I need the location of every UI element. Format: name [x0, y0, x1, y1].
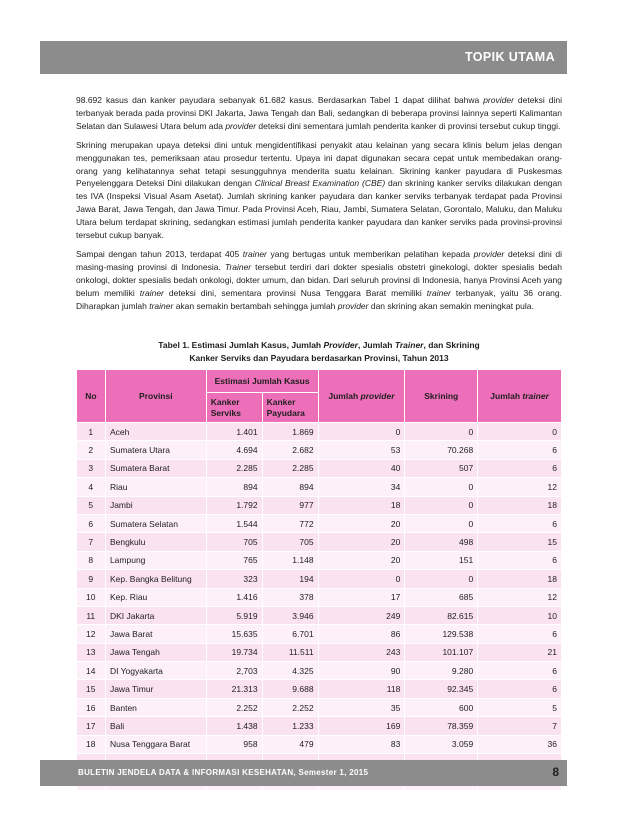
cell-provider: 118	[318, 680, 405, 698]
cell-skrining: 129.538	[405, 625, 478, 643]
cell-provinsi: Riau	[105, 478, 206, 496]
cell-provider: 0	[318, 570, 405, 588]
cell-kanker-payudara: 11.511	[262, 643, 318, 661]
cell-provinsi: Kep. Riau	[105, 588, 206, 606]
table-caption-line-2: Kanker Serviks dan Payudara berdasarkan Provinsi, Tahun 2013	[189, 352, 449, 363]
table-caption-line-1: Tabel 1. Estimasi Jumlah Kasus, Jumlah Provider, Jumlah Trainer, dan Skrining	[158, 340, 480, 350]
cell-no: 9	[77, 570, 106, 588]
cell-trainer: 12	[478, 588, 562, 606]
cell-no: 1	[77, 423, 106, 441]
cell-trainer: 6	[478, 514, 562, 532]
cell-no: 14	[77, 662, 106, 680]
cell-provider: 53	[318, 441, 405, 459]
page-number: 8	[552, 765, 559, 779]
cell-skrining: 0	[405, 496, 478, 514]
article-body	[76, 94, 562, 319]
cell-kanker-payudara: 2.285	[262, 459, 318, 477]
cell-provinsi: Sumatera Barat	[105, 459, 206, 477]
cell-skrining: 498	[405, 533, 478, 551]
header-bar	[40, 41, 567, 74]
cell-kanker-serviks: 15.635	[206, 625, 262, 643]
cell-provider: 243	[318, 643, 405, 661]
cell-kanker-payudara: 194	[262, 570, 318, 588]
cell-kanker-serviks: 958	[206, 735, 262, 753]
cell-provinsi: Jawa Timur	[105, 680, 206, 698]
table-row	[77, 570, 562, 588]
cell-skrining: 82.615	[405, 606, 478, 624]
paragraph-1: 98.692 kasus dan kanker payudara sebanyak 61.682 kasus. Berdasarkan Tabel 1 dapat dilihat bahwa provider deteksi dini terbanyak berada pada provinsi DKI Jakarta, Jawa Tengah dan Bali, sedangkan di beberapa provinsi lainnya seperti Kalimantan Selatan dan Sulawesi Utara belum ada provider deteksi dini sementara jumlah penderita kanker di provinsi tersebut cukup tinggi.	[76, 95, 562, 131]
table-row	[77, 423, 562, 441]
cell-skrining: 151	[405, 551, 478, 569]
table-row	[77, 698, 562, 716]
cell-kanker-serviks: 2,703	[206, 662, 262, 680]
cell-kanker-serviks: 705	[206, 533, 262, 551]
cell-provinsi: Jawa Barat	[105, 625, 206, 643]
cell-kanker-payudara: 1.148	[262, 551, 318, 569]
cell-provinsi: DKI Jakarta	[105, 606, 206, 624]
table-row	[77, 478, 562, 496]
footer-bar	[40, 760, 567, 786]
cell-kanker-serviks: 765	[206, 551, 262, 569]
cell-provider: 20	[318, 514, 405, 532]
table-row	[77, 496, 562, 514]
cell-provider: 34	[318, 478, 405, 496]
cell-kanker-payudara: 2.252	[262, 698, 318, 716]
cell-provider: 169	[318, 717, 405, 735]
cell-trainer: 6	[478, 441, 562, 459]
cell-no: 3	[77, 459, 106, 477]
cell-kanker-payudara: 1.233	[262, 717, 318, 735]
cell-trainer: 6	[478, 680, 562, 698]
cell-provider: 0	[318, 423, 405, 441]
cell-no: 5	[77, 496, 106, 514]
cell-kanker-payudara: 1.869	[262, 423, 318, 441]
table-row	[77, 514, 562, 532]
header-provinsi: Provinsi	[105, 370, 206, 423]
cell-skrining: 0	[405, 570, 478, 588]
cell-provider: 20	[318, 551, 405, 569]
cell-trainer: 21	[478, 643, 562, 661]
header-kanker-serviks: Kanker Serviks	[206, 393, 262, 423]
cell-no: 15	[77, 680, 106, 698]
cell-trainer: 12	[478, 478, 562, 496]
cell-provider: 249	[318, 606, 405, 624]
cell-skrining: 9.280	[405, 662, 478, 680]
cell-trainer: 5	[478, 698, 562, 716]
paragraph-2: Skrining merupakan upaya deteksi dini untuk mengidentifikasi penyakit atau kelainan yang secara klinis belum jelas dengan menggunakan tes, pemeriksaan atau prosedur tertentu. Upaya ini dapat digunakan secara cepat untuk membedakan orang-orang yang kelihatannya sehat tetapi sesungguhnya menderita suatu kelainan. Skrining kanker payudara di Puskesmas Penyelenggara Deteksi Dini dilakukan dengan Clinical Breast Examination (CBE) dan skrining kanker serviks dilakukan dengan tes IVA (Inspeksi Visual Asam Asetat). Jumlah skrining kanker payudara dan kanker serviks terbanyak terdapat pada Provinsi Jawa Barat, Jawa Tengah, dan Jawa Timur. Pada Provinsi Aceh, Riau, Jambi, Sumatera Selatan, Gorontalo, Maluku, dan Maluku Utara belum terdapat skrining, sedangkan estimasi jumlah penderita kanker payudara dan kanker serviks pada provinsi-provinsi tersebut cukup banyak.	[76, 139, 562, 241]
cell-trainer: 6	[478, 459, 562, 477]
cell-provider: 20	[318, 533, 405, 551]
cell-provinsi: Banten	[105, 698, 206, 716]
table-row	[77, 717, 562, 735]
cell-kanker-serviks: 2.285	[206, 459, 262, 477]
cell-kanker-serviks: 1.544	[206, 514, 262, 532]
cell-kanker-payudara: 772	[262, 514, 318, 532]
header-trainer: Jumlah trainer	[478, 370, 562, 423]
table-row	[77, 680, 562, 698]
cell-kanker-serviks: 21.313	[206, 680, 262, 698]
cell-kanker-serviks: 1.438	[206, 717, 262, 735]
cell-provinsi: Kep. Bangka Belitung	[105, 570, 206, 588]
cell-no: 7	[77, 533, 106, 551]
cell-no: 12	[77, 625, 106, 643]
table-row	[77, 533, 562, 551]
table-row	[77, 625, 562, 643]
cell-skrining: 0	[405, 478, 478, 496]
cell-kanker-payudara: 6.701	[262, 625, 318, 643]
cell-kanker-payudara: 479	[262, 735, 318, 753]
table-row	[77, 662, 562, 680]
cell-kanker-serviks: 894	[206, 478, 262, 496]
footer-publication: BULETIN JENDELA DATA & INFORMASI KESEHATAN, Semester 1, 2015	[78, 768, 369, 777]
cell-no: 13	[77, 643, 106, 661]
cell-skrining: 3.059	[405, 735, 478, 753]
cell-skrining: 101.107	[405, 643, 478, 661]
cell-kanker-serviks: 2.252	[206, 698, 262, 716]
cell-provinsi: Sumatera Utara	[105, 441, 206, 459]
cell-no: 18	[77, 735, 106, 753]
cell-trainer: 6	[478, 662, 562, 680]
cell-provinsi: Sumatera Selatan	[105, 514, 206, 532]
cell-kanker-payudara: 378	[262, 588, 318, 606]
cell-kanker-payudara: 894	[262, 478, 318, 496]
cell-kanker-payudara: 9.688	[262, 680, 318, 698]
cell-provinsi: Bali	[105, 717, 206, 735]
cell-no: 10	[77, 588, 106, 606]
header-kanker-payudara: Kanker Payudara	[262, 393, 318, 423]
table-row	[77, 551, 562, 569]
table-row	[77, 735, 562, 753]
data-table	[76, 369, 562, 791]
cell-provinsi: Lampung	[105, 551, 206, 569]
header-no: No	[77, 370, 106, 423]
cell-provinsi: Bengkulu	[105, 533, 206, 551]
cell-no: 11	[77, 606, 106, 624]
cell-skrining: 92.345	[405, 680, 478, 698]
cell-provinsi: Jawa Tengah	[105, 643, 206, 661]
cell-trainer: 0	[478, 423, 562, 441]
cell-kanker-payudara: 705	[262, 533, 318, 551]
cell-provinsi: Jambi	[105, 496, 206, 514]
cell-skrining: 685	[405, 588, 478, 606]
cell-skrining: 0	[405, 514, 478, 532]
cell-trainer: 6	[478, 625, 562, 643]
cell-no: 4	[77, 478, 106, 496]
paragraph-3: Sampai dengan tahun 2013, terdapat 405 trainer yang bertugas untuk memberikan pelatihan kepada provider deteksi dini di masing-masing provinsi di Indonesia. Trainer tersebut terdiri dari dokter spesialis obstetri ginekologi, dokter spesialis bedah onkologi, dokter spesialis bedah onkologi, dokter umum, dan bidan. Dari seluruh provinsi di Indonesia, hanya Provinsi Aceh yang belum memiliki trainer deteksi dini, sementara provinsi Nusa Tenggara Barat memiliki trainer terbanyak, yaitu 36 orang. Diharapkan jumlah trainer akan semakin bertambah sehingga jumlah provider dan skrining akan semakin meningkat pula.	[76, 248, 562, 311]
cell-kanker-payudara: 3.946	[262, 606, 318, 624]
cell-kanker-serviks: 4.694	[206, 441, 262, 459]
cell-provider: 90	[318, 662, 405, 680]
table-caption	[76, 339, 562, 364]
cell-skrining: 507	[405, 459, 478, 477]
cell-provider: 17	[318, 588, 405, 606]
cell-skrining: 0	[405, 423, 478, 441]
table-body	[77, 423, 562, 791]
cell-kanker-payudara: 4.325	[262, 662, 318, 680]
cell-kanker-payudara: 977	[262, 496, 318, 514]
cell-kanker-serviks: 323	[206, 570, 262, 588]
cell-no: 17	[77, 717, 106, 735]
cell-no: 16	[77, 698, 106, 716]
cell-kanker-serviks: 5.919	[206, 606, 262, 624]
cell-no: 8	[77, 551, 106, 569]
cell-no: 2	[77, 441, 106, 459]
cell-trainer: 7	[478, 717, 562, 735]
cell-kanker-payudara: 2.682	[262, 441, 318, 459]
cell-kanker-serviks: 1.792	[206, 496, 262, 514]
header-provider: Jumlah provider	[318, 370, 405, 423]
table-row	[77, 643, 562, 661]
cell-trainer: 15	[478, 533, 562, 551]
cell-kanker-serviks: 1.401	[206, 423, 262, 441]
cell-provinsi: Aceh	[105, 423, 206, 441]
section-title: TOPIK UTAMA	[464, 50, 555, 64]
cell-skrining: 70.268	[405, 441, 478, 459]
cell-trainer: 18	[478, 570, 562, 588]
cell-no: 6	[77, 514, 106, 532]
cell-provider: 35	[318, 698, 405, 716]
header-estimasi: Estimasi Jumlah Kasus	[206, 370, 318, 393]
cell-trainer: 6	[478, 551, 562, 569]
cell-trainer: 36	[478, 735, 562, 753]
table-row	[77, 441, 562, 459]
cell-provider: 40	[318, 459, 405, 477]
cell-kanker-serviks: 1.416	[206, 588, 262, 606]
header-skrining: Skrining	[405, 370, 478, 423]
cell-skrining: 78.359	[405, 717, 478, 735]
cell-provider: 18	[318, 496, 405, 514]
table-row	[77, 459, 562, 477]
cell-kanker-serviks: 19.734	[206, 643, 262, 661]
cell-provinsi: Nusa Tenggara Barat	[105, 735, 206, 753]
cell-skrining: 600	[405, 698, 478, 716]
cell-provider: 86	[318, 625, 405, 643]
table-row	[77, 606, 562, 624]
cell-trainer: 18	[478, 496, 562, 514]
cell-trainer: 10	[478, 606, 562, 624]
table-row	[77, 588, 562, 606]
cell-provider: 83	[318, 735, 405, 753]
cell-provinsi: DI Yogyakarta	[105, 662, 206, 680]
